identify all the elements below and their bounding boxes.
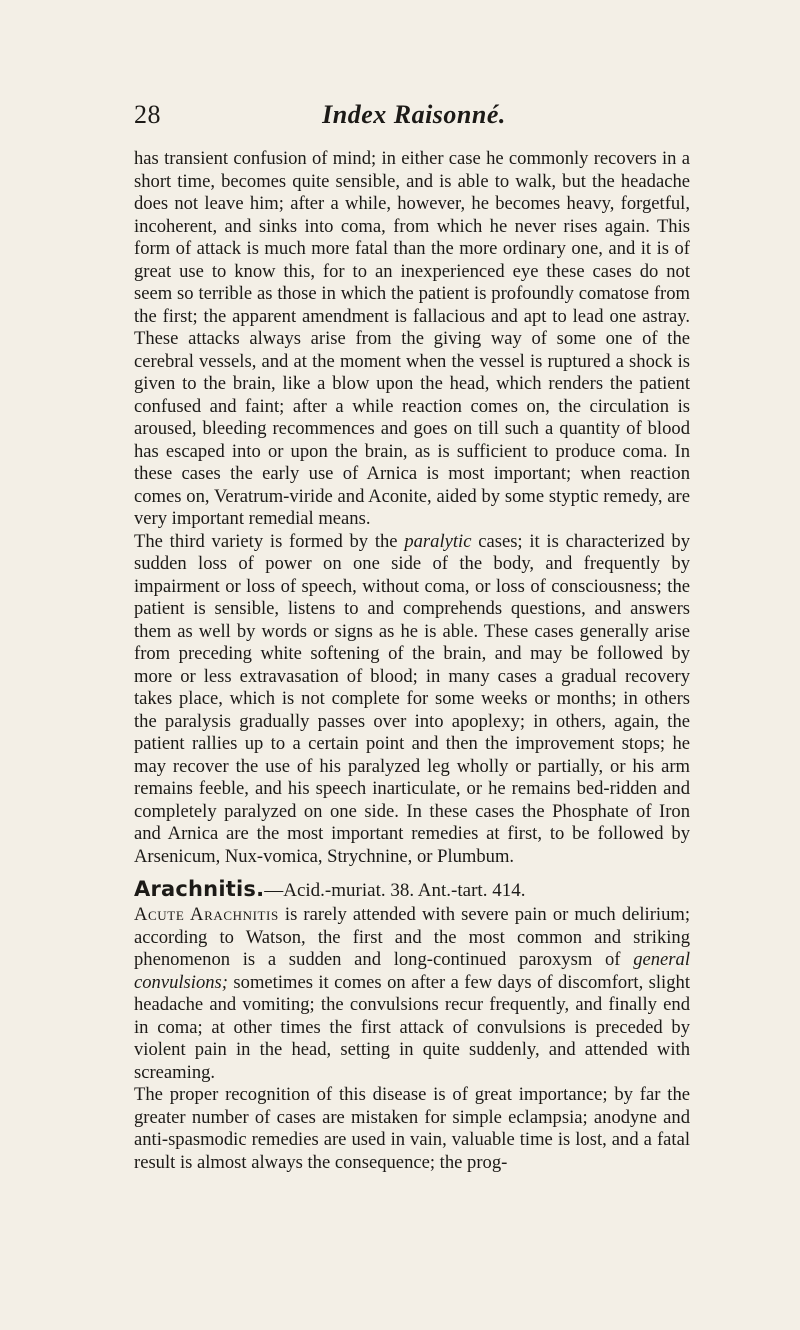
paragraph-text: sometimes it comes on after a few days of discomfort, slight headache and vomiting; the convulsions recur frequently, and finally end in coma; at other times the first attack of convulsions is preceded by violent pain in the head, setting in quite suddenly, and attended with screaming. [134,971,690,1083]
page-header [134,100,694,136]
paragraph-recognition: The proper recognition of this disease is of great importance; by far the greater number of cases are mistaken for simple eclampsia; anodyne and anti-spasmodic remedies are used in vain, valuable time is lost, and a fatal result is almost always the consequence; the prog- [134,1084,690,1173]
running-title: Index Raisonné. [322,100,506,129]
paragraph-text: cases; it is characterized by sudden loss of power on one side of the body, and frequently by impairment or loss of speech, without coma, or loss of consciousness; the patient is sensible, listens to and comprehends questions, and answers them as well by words or signs as he is able. These cases generally arise from preceding white softening of the brain, and may be followed by more or less extravasation of blood; in many cases a gradual recovery takes place, which is not complete for some weeks or months; in others the paralysis gradually passes over into apoplexy; in others, again, the patient rallies up to a certain point and then the improvement stops; he may recover the use of his paralyzed leg wholly or partially, or his arm remains feeble, and his speech inarticulate, or he remains bed-ridden and completely paralyzed on one side. In these cases the Phosphate of Iron and Arnica are the most important remedies at first, to be followed by Arsenicum, Nux-vomica, Strychnine, or Plumbum. [134,530,691,867]
section-remedies: —Acid.-muriat. 38. Ant.-tart. 414. [264,880,526,901]
paragraph-paralytic-cases [134,531,690,869]
paragraph-apoplexy-second-form: has transient confusion of mind; in either case he commonly recovers in a short time, becomes quite sensible, and is able to walk, but the headache does not leave him; after a while, however, he becomes heavy, forgetful, incoherent, and sinks into coma, from which he never rises again. This form of attack is much more fatal than the more ordinary one, and it is of great use to know this, for to an inexperienced eye these cases do not seem so terrible as those in which the patient is profoundly comatose from the first; the apparent amendment is fallacious and apt to lead one astray. These attacks always arise from the giving way of some one of the cerebral vessels, and at the moment when the vessel is ruptured a shock is given to the brain, like a blow upon the head, which renders the patient confused and faint; after a while reaction comes on, the circulation is aroused, bleeding recommences and goes on till such a quantity of blood has escaped into or upon the brain, as is sufficient to produce coma. In these cases the early use of Arnica is most important; when reaction comes on, Veratrum-viride and Aconite, aided by some styptic remedy, are very important remedial means. [134,148,690,529]
italic-term: general convulsions; [134,949,690,993]
section-heading [134,876,690,904]
paragraph-text: is rarely attended with severe pain or much delirium; according to Watson, the first and the most common and striking phenomenon is a sudden and long-continued paroxysm of [134,904,690,970]
italic-term: paralytic [404,530,472,552]
paragraph-acute-arachnitis [134,904,690,1084]
page-number: 28 [134,100,161,129]
paragraph-text: The third variety is formed by the [134,530,405,552]
smallcaps-term: Acute Arachnitis [134,904,279,925]
section-title: Arachnitis. [134,877,265,901]
body-text [134,148,690,1174]
